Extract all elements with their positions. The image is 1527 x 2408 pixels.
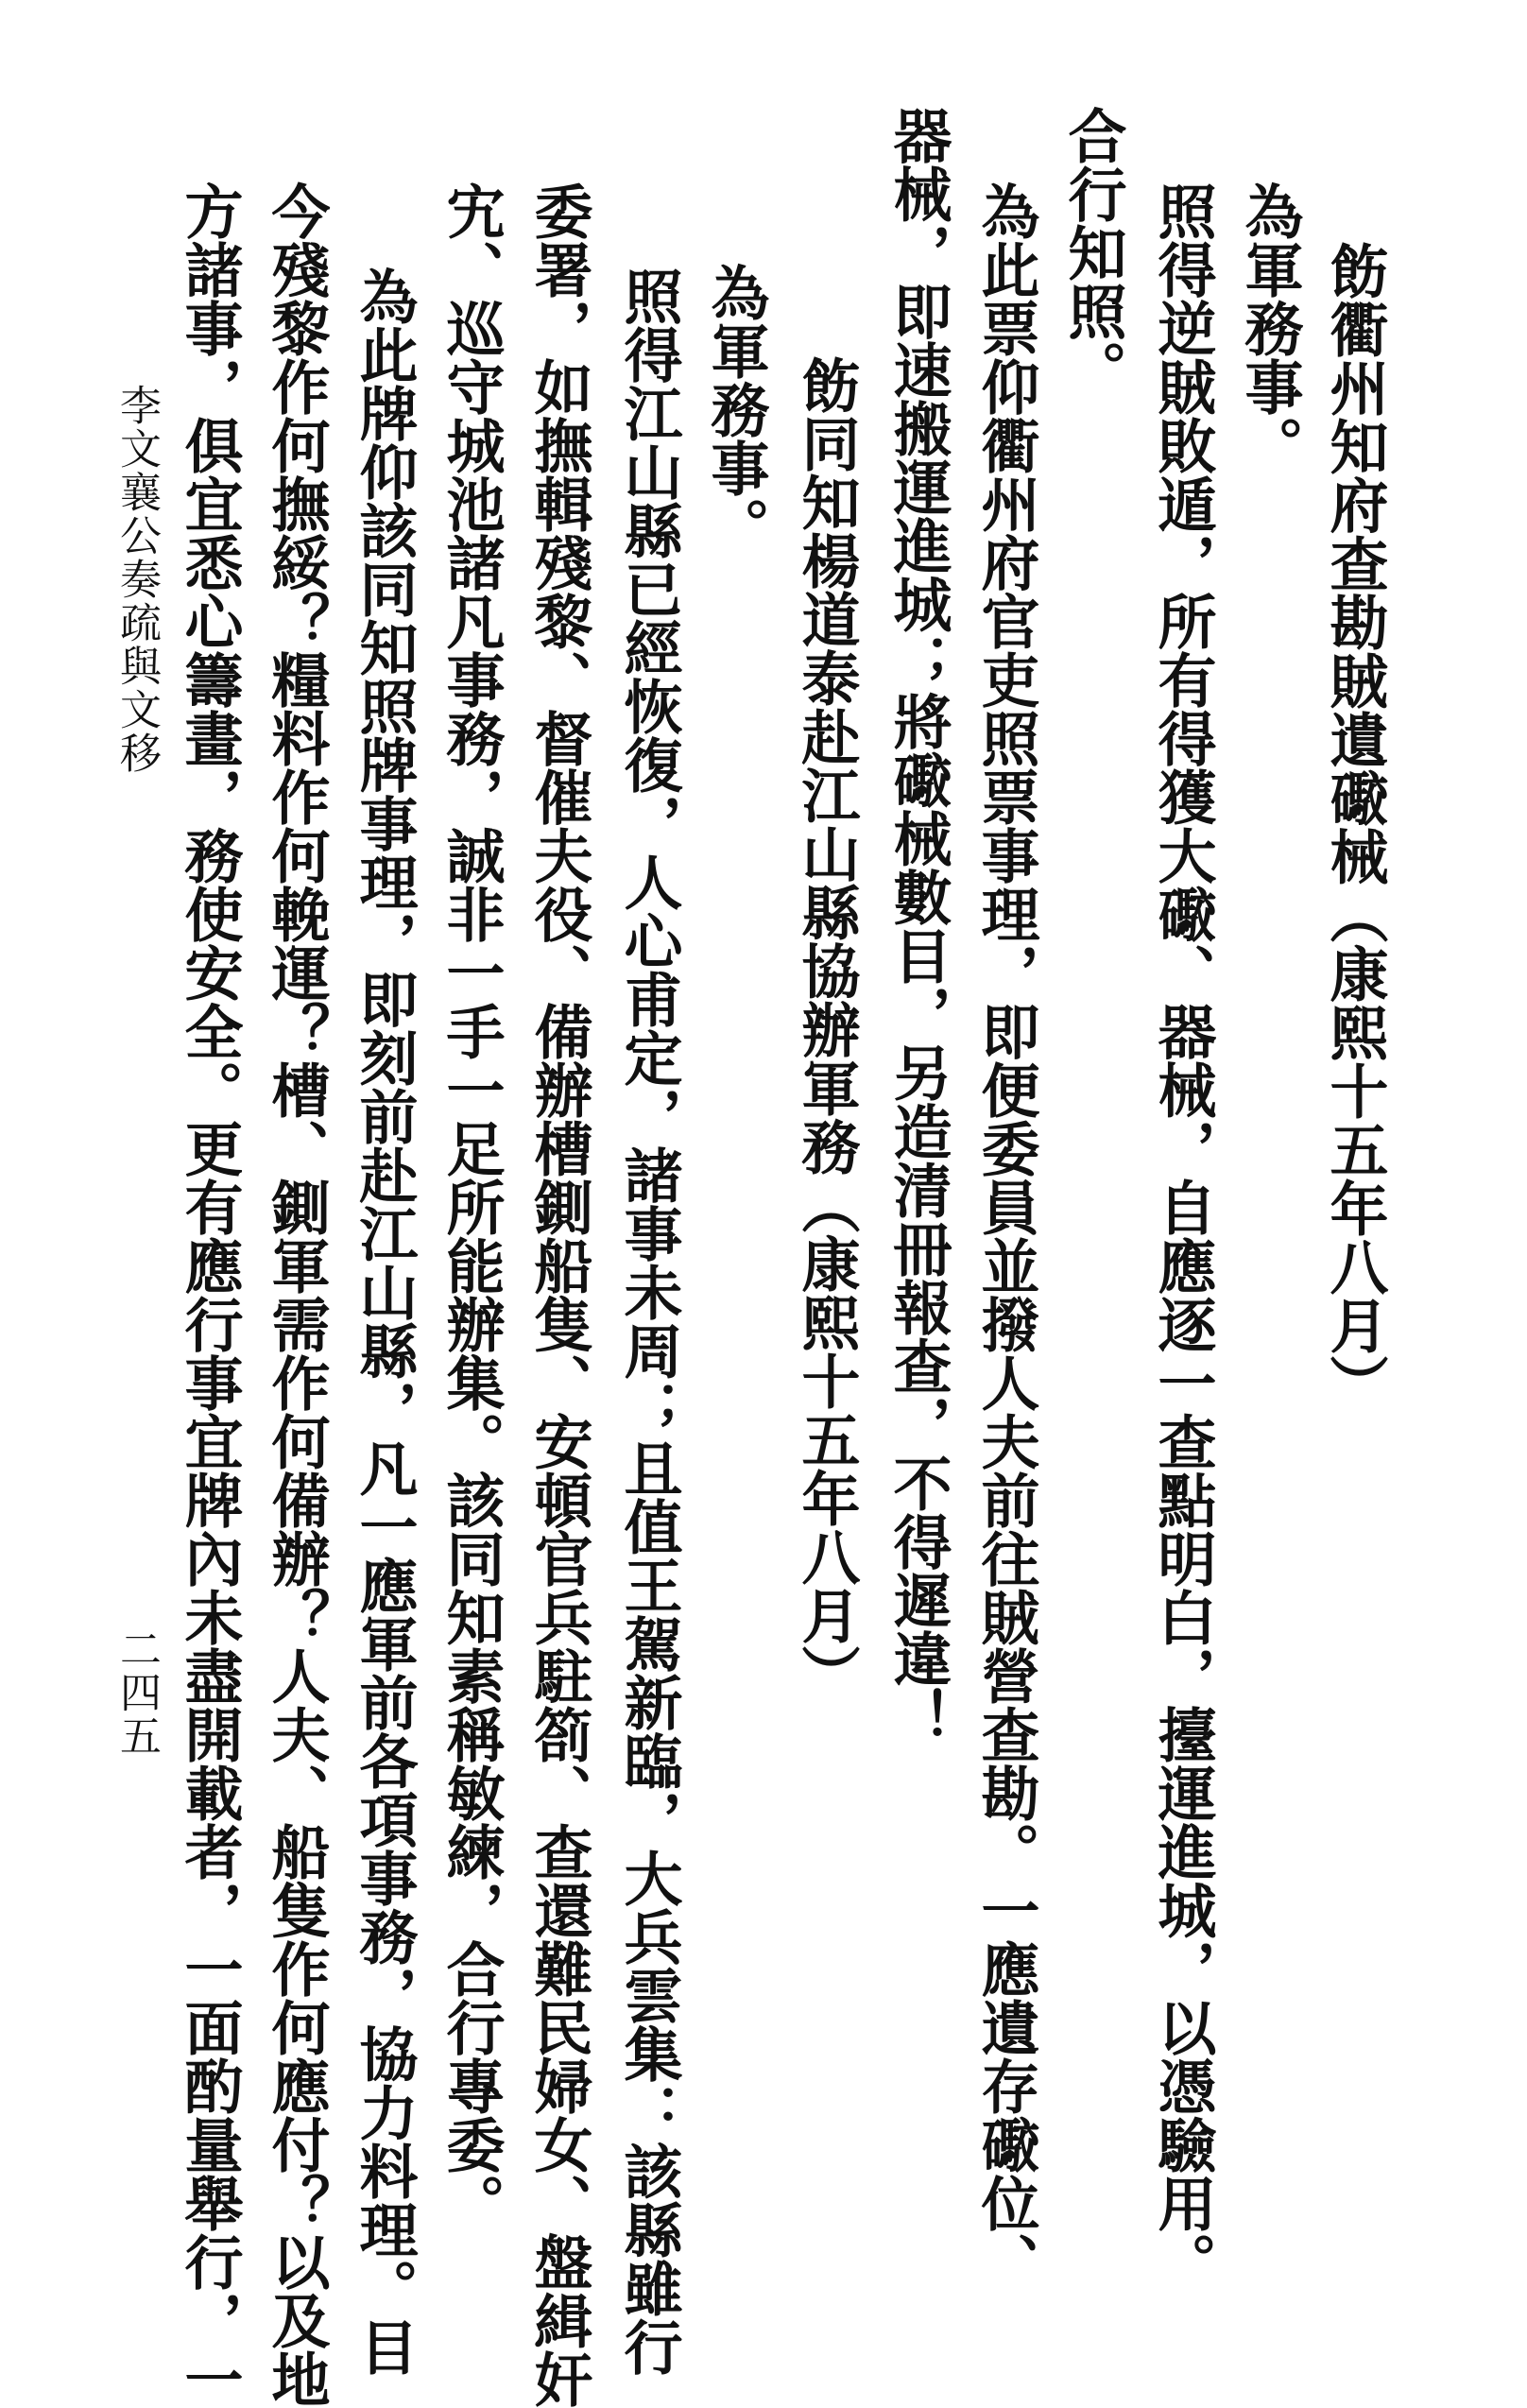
doc2-paragraph1-line1: 照得江山縣已經恢復，人心甫定，諸事未周；且值王駕新臨，大兵雲集：該縣雖行 xyxy=(614,267,683,2376)
doc1-paragraph1-line2: 合行知照。 xyxy=(1058,106,1127,399)
doc2-paragraph2-line1: 為此牌仰該同知照牌事理，即刻前赴江山縣，凡一應軍前各項事務，協力料理。目 xyxy=(350,267,419,2376)
doc2-subject: 為軍務事。 xyxy=(701,263,770,556)
doc1-subject: 為軍務事。 xyxy=(1235,181,1304,474)
doc2-paragraph2-line3: 方諸事，俱宜悉心籌畫，務使安全。更有應行事宜牌內未盡開載者，一面酌量舉行，一 xyxy=(175,181,244,2408)
doc2-paragraph1-line2: 委署，如撫輯殘黎、督催夫役、備辦槽鍘船隻、安頓官兵駐箚、查還難民婦女、盤緝奸 xyxy=(524,181,593,2408)
doc1-paragraph1-line1: 照得逆賊敗遁，所有得獲大礮、器械，自應逐一查點明白，擡運進城，以憑驗用。 xyxy=(1148,181,1217,2291)
doc1-paragraph2-line2: 器械，即速搬運進城；將礮械數目，另造清冊報查，不得遲違！ xyxy=(884,106,952,1746)
doc1-paragraph2-line1: 為此票仰衢州府官吏照票事理，即便委員並撥人夫前往賊營查勘。一應遺存礮位、 xyxy=(971,181,1040,2291)
doc2-paragraph2-line2: 今殘黎作何撫綏？糧料作何輓運？槽、鍘軍需作何備辦？人夫、船隻作何應付？以及地 xyxy=(262,181,331,2408)
doc2-paragraph1-line3: 宄、巡守城池諸凡事務，誠非一手一足所能辦集。該同知素稱敏練，合行專委。 xyxy=(437,181,506,2232)
running-book-title: 李文襄公奏疏與文移 xyxy=(112,384,161,775)
doc2-title: 飭同知楊道泰赴江山縣協辦軍務（康熙十五年八月） xyxy=(792,355,861,1703)
doc1-title: 飭衢州知府查勘賊遺礮械（康熙十五年八月） xyxy=(1320,241,1389,1413)
page-number: 二四五 xyxy=(112,1627,161,1758)
